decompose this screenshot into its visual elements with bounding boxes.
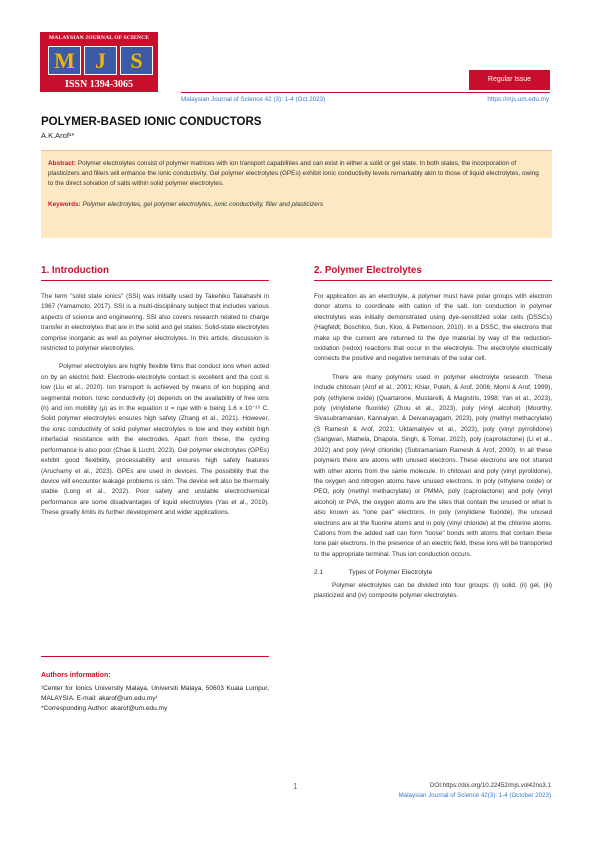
section-divider bbox=[314, 280, 552, 281]
introduction-paragraph-2: Polymer electrolytes are highly flexible films that conduct ions when acted on by an electric field. Electrode-electrolyte contact is excellent and the cost is low (Liu et al., 2020). Ion transport is achieved by means of ion hopping and segmental motion. Ionic conductivity (σ) depends on the availability of free ions (n) and ion mobility (μ) as in the equation σ = nμe with e being 1.6 x 10⁻¹⁹ C. Solid polymer electrolytes ensures high safety (Zhang et al., 2021). However, the ionic conductivity of solid polymer electrolytes is low and they exhibit high interfacial resistance with the electrodes. Apart from these, the cycling performance is also poor (Chae & Lucht, 2023). Gel polymer electrolytes (GPEs) exhibit good flexibility, processability and ensures high safety features (Aruchamy et al., 2023). GPEs are used in devices. The possibility that the device will encounter leakage problems is slim. The device will also be thermally stable (Long et al., 2022). Poor safety and unstable electrochemical performance are some disadvantages of liquid electrolytes (Yao et al., 2019). These greatly limits its further development and wider applications. bbox=[41, 363, 269, 517]
journal-logo bbox=[40, 32, 158, 92]
polymer-electrolytes-body bbox=[314, 292, 552, 609]
doi-link[interactable]: DOI:https://doi.org/10.22452/mjs.vol42no3.1 bbox=[429, 782, 551, 789]
authors-info bbox=[41, 684, 269, 714]
paper-title: POLYMER-BASED IONIC CONDUCTORS bbox=[41, 116, 262, 128]
journal-url[interactable]: https://mjs.um.edu.my bbox=[487, 96, 549, 103]
issue-badge: Regular Issue bbox=[469, 70, 550, 90]
abstract-label: Abstract: bbox=[48, 160, 77, 167]
section2-paragraph-3: Polymer electrolytes can be divided into four groups: (i) solid, (ii) gel, (iii) plasticized and (iv) composite polymer electrolytes. bbox=[314, 581, 552, 599]
corresponding-author: *Corresponding Author: akarof@um.edu.my bbox=[41, 705, 168, 712]
keywords-label: Keywords: bbox=[48, 200, 81, 208]
authors-divider bbox=[41, 656, 269, 657]
abstract-box bbox=[41, 150, 552, 238]
subsection-number: 2.1 bbox=[314, 569, 324, 577]
author-affiliation: ¹Center for Ionics University Malaya, Universiti Malaya, 50603 Kuala Lumpur, MALAYSIA. E-mail: akarof@um.edu.my¹ bbox=[41, 685, 269, 702]
logo-letter-m: M bbox=[48, 46, 81, 75]
footer-journal-citation: Malaysian Journal of Science 42(3): 1-4 (October 2023) bbox=[398, 792, 551, 799]
logo-letter-s: S bbox=[120, 46, 153, 75]
paper-author: A.K.Arof¹* bbox=[41, 131, 75, 140]
section-heading-introduction: 1. Introduction bbox=[41, 265, 110, 276]
section2-paragraph-1: For application as an electrolyte, a polymer must have polar groups with electron donor atoms to coordinate with cation of the salt. Ion conduction in polymer electrolytes was initially demonstrated using dye-sensitized solar cells (DSSCs) (Hagfeldt, Boschloo, Sun, Kloo, & Pettersson, 2010). In a DSSC, the electrons that make up the current are returned to the dye material by way of the reduction-oxidation (redox) reactions that occur in the electrolyte. The electrolyte electrically connects the positive and negative terminals of the solar cell. bbox=[314, 293, 552, 363]
introduction-body bbox=[41, 292, 269, 527]
header-divider bbox=[181, 92, 550, 93]
authors-info-title: Authors information: bbox=[41, 672, 111, 679]
keywords-text: Polymer electrolytes, gel polymer electrolytes, ionic conductivity, filler and plasticizers bbox=[82, 200, 324, 208]
section-divider bbox=[41, 280, 269, 281]
logo-letter-j: J bbox=[84, 46, 117, 75]
section-heading-polymer-electrolytes: 2. Polymer Electrolytes bbox=[314, 265, 422, 276]
logo-issn: ISSN 1394-3065 bbox=[64, 79, 134, 90]
logo-journal-name: MALAYSIAN JOURNAL OF SCIENCE bbox=[48, 35, 150, 41]
page-number: 1 bbox=[293, 782, 298, 791]
subsection-heading bbox=[314, 568, 552, 578]
abstract-text: Polymer electrolytes consist of polymer matrices with ion transport capabilities and can exist in either a solid or gel state. In both states, the incorporation of plasticizers and fillers will enhance the ionic conductivity. Gel polymer electrolytes (GPEs) exhibit ionic conductivity levels remarkably akin to those of liquid electrolytes, owing to the direct solvation of salts within solid polymer electrolytes. bbox=[48, 160, 539, 188]
keywords-line bbox=[48, 200, 545, 210]
subsection-title: Types of Polymer Electrolyte bbox=[348, 569, 433, 577]
abstract-paragraph bbox=[48, 159, 545, 190]
introduction-paragraph-1: The term "solid state ionics" (SSI) was initially used by Takehiko Takahashi in 1967 (Yamamoto, 2017). SSI is a multi-disciplinary subject that includes various aspects of science and engineering. SSI also covers research related to charge transfer in electrolytes that are in the solid and gel states. Solid-state electrolytes comprise inorganic as well as polymer electrolytes. In this article, discussion is restricted to polymer electrolytes. bbox=[41, 293, 269, 353]
section2-paragraph-2: There are many polymers used in polymer electrolyte research. These include chitosan (Arof et al., 2001; Khiar, Puteh, & Arof, 2006; Morni & Arof, 1999), poly (ethylene oxide) (Quartarone, Mustarelli, & Magistris, 1998; Yan et al., 2023), poly (vinylidene fluoride) (Zhou et al., 2023), poly (vinyl alcohol) (Moorthy, Sivasubramanian, Kannaiyan, & Deivanayagam, 2023), poly (methyl methacrylate) (S Ramesh & Arof, 2021; Uktamaliyev et al., 2023), poly (vinyl pyrrolidone) (Sangwan, Mathela, Dhapola, Singh, & Tomar, 2022), poly (caprolactone) (Li et al., 2022) and poly (vinyl chloride) (Subramaniam Ramesh & Arof, 2000). In all these polymers there are atoms with unused electrons. These electrons are not shared with other atoms from the same molecule. In chitosan and poly (vinyl pyrolidone), the oxygen and nitrogen atoms have unused electrons. In poly (ethylene oxide) or PEO, poly (methyl methacrylate) or PMMA, poly (caprolactone) and poly (vinyl alcohol) or PVA, the oxygen atoms are the sites that contain the unused or what is also known as "lone pair" electrons. In poly (vinylidene fluoride), the unused electrons are at the fluorine atoms and in poly (vinyl chloride) at the chlorine atoms. Cations from the added salt can form "loose" bonds with atoms that contain these lone pair electrons. In the presence of an electric field, these ions will be transported to the appropriate terminal. Thus ion conduction occurs. bbox=[314, 373, 552, 558]
journal-citation: Malaysian Journal of Science 42 (3): 1-4 (Oct 2023) bbox=[181, 96, 326, 103]
logo-letters bbox=[48, 46, 153, 75]
